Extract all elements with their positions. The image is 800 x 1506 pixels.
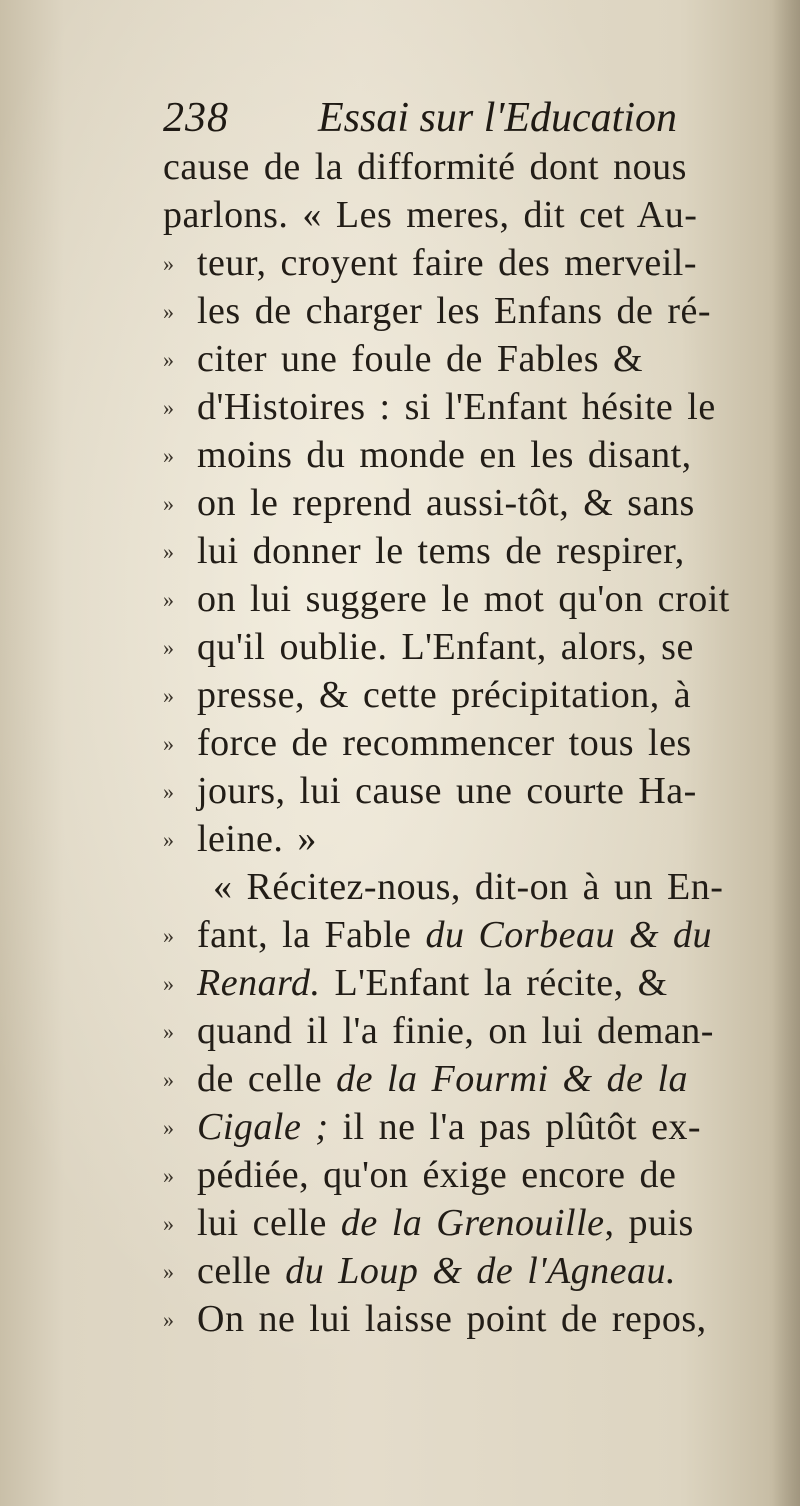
- line-text: On ne lui laisse point de repos,: [197, 1298, 707, 1340]
- line-text: fant, la Fable: [197, 914, 426, 956]
- text-line: [163, 719, 800, 767]
- text-line: [163, 767, 800, 815]
- line-text: , puis: [604, 1202, 694, 1244]
- text-line: [163, 1247, 800, 1295]
- line-text: citer une foule de Fables &: [197, 338, 644, 380]
- quote-mark: »: [163, 347, 172, 372]
- quote-mark: »: [163, 491, 172, 516]
- line-text: les de charger les Enfans de ré-: [197, 290, 712, 332]
- line-text: pédiée, qu'on éxige encore de: [197, 1154, 677, 1196]
- line-text: parlons. « Les meres, dit cet Au-: [163, 194, 698, 236]
- line-text: de celle: [197, 1058, 337, 1100]
- quote-mark: »: [163, 971, 172, 996]
- quote-mark: »: [163, 923, 172, 948]
- line-text: on le reprend aussi-tôt, & sans: [197, 482, 695, 524]
- quote-mark: »: [163, 731, 172, 756]
- text-line: [163, 1055, 800, 1103]
- quote-mark: »: [163, 1259, 172, 1284]
- italic-text: de la Grenouille: [340, 1202, 605, 1244]
- text-line: [163, 575, 800, 623]
- text-line: [163, 911, 800, 959]
- page-header: [0, 92, 800, 144]
- text-line: [163, 431, 800, 479]
- text-line: [163, 1199, 800, 1247]
- quote-mark: »: [163, 395, 172, 420]
- text-line: [163, 623, 800, 671]
- text-line: [163, 1103, 800, 1151]
- text-line: [163, 1151, 800, 1199]
- quote-mark: »: [163, 1067, 172, 1092]
- text-line: [163, 1007, 800, 1055]
- text-line: [163, 671, 800, 719]
- text-line: [163, 143, 800, 191]
- quote-mark: »: [163, 827, 172, 852]
- quote-mark: »: [163, 1019, 172, 1044]
- text-line: [163, 863, 800, 911]
- line-text: lui celle: [197, 1202, 341, 1244]
- line-text: force de recommencer tous les: [197, 722, 692, 764]
- text-line: [163, 191, 800, 239]
- line-text: « Récitez-nous, dit-on à un En-: [213, 866, 724, 908]
- page-number: 238: [163, 95, 229, 141]
- line-text: cause de la difformité dont nous: [163, 146, 687, 188]
- text-line: [163, 383, 800, 431]
- line-text: qu'il oublie. L'Enfant, alors, se: [197, 626, 694, 668]
- body-text: [163, 143, 800, 1343]
- line-text: on lui suggere le mot qu'on croit: [197, 578, 730, 620]
- text-line: [163, 1295, 800, 1343]
- quote-mark: »: [163, 1163, 172, 1188]
- running-title: Essai sur l'Education: [318, 95, 677, 141]
- line-text: celle: [197, 1250, 286, 1292]
- text-line: [163, 959, 800, 1007]
- quote-mark: »: [163, 251, 172, 276]
- line-text: L'Enfant la récite, &: [320, 962, 668, 1004]
- quote-mark: »: [163, 443, 172, 468]
- quote-mark: »: [163, 299, 172, 324]
- text-line: [163, 287, 800, 335]
- text-line: [163, 335, 800, 383]
- text-line: [163, 239, 800, 287]
- quote-mark: »: [163, 1115, 172, 1140]
- text-line: [163, 527, 800, 575]
- line-text: quand il l'a finie, on lui deman-: [197, 1010, 714, 1052]
- italic-text: Renard.: [197, 962, 321, 1004]
- quote-mark: »: [163, 1307, 172, 1332]
- line-text: presse, & cette précipitation, à: [197, 674, 692, 716]
- line-text: teur, croyent faire des merveil-: [197, 242, 697, 284]
- quote-mark: »: [163, 635, 172, 660]
- line-text: leine. »: [197, 818, 317, 860]
- italic-text: Cigale ;: [197, 1106, 329, 1148]
- text-line: [163, 479, 800, 527]
- line-text: jours, lui cause une courte Ha-: [197, 770, 697, 812]
- quote-mark: »: [163, 1211, 172, 1236]
- italic-text: de la Fourmi & de la: [336, 1058, 688, 1100]
- line-text: d'Histoires : si l'Enfant hésite le: [197, 386, 716, 428]
- quote-mark: »: [163, 683, 172, 708]
- text-line: [163, 815, 800, 863]
- line-text: lui donner le tems de respirer,: [197, 530, 685, 572]
- quote-mark: »: [163, 539, 172, 564]
- quote-mark: »: [163, 779, 172, 804]
- line-text: il ne l'a pas plûtôt ex-: [328, 1106, 702, 1148]
- line-text: moins du monde en les disant,: [197, 434, 692, 476]
- italic-text: du Loup & de l'Agneau.: [285, 1250, 677, 1292]
- italic-text: du Corbeau & du: [425, 914, 712, 956]
- quote-mark: »: [163, 587, 172, 612]
